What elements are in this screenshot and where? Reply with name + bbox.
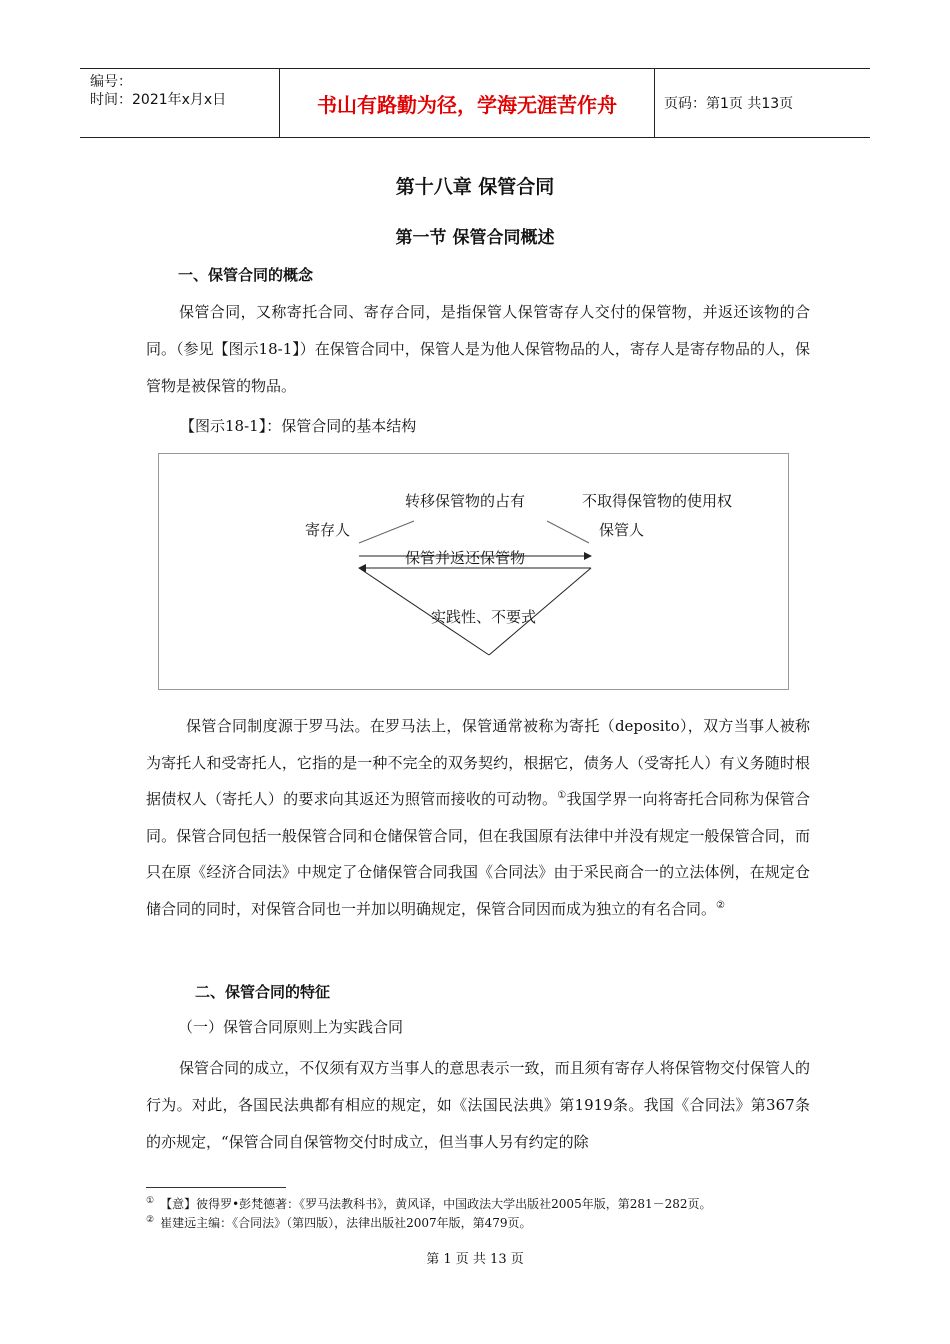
paragraph-origin — [146, 708, 810, 927]
section-title: 第一节 保管合同概述 — [395, 228, 555, 248]
subheading-practical-contract: （一）保管合同原则上为实践合同 — [178, 1018, 404, 1036]
footnote-divider — [146, 1187, 286, 1188]
header-meta — [80, 69, 280, 137]
footnote-1 — [146, 1193, 712, 1212]
diagram-label-depositor: 寄存人 — [305, 521, 351, 539]
diagram-label-return: 保管并返还保管物 — [405, 549, 526, 567]
page-footer: 第 1 页 共 13 页 — [426, 1252, 524, 1267]
paragraph-origin-cont: 我国学界一向将寄托合同称为保管合同。保管合同包括一般保管合同和仓储保管合同，但在我国原有法律中并没有规定一般保管合同，而只在原《经济合同法》中规定了仓储保管合同我国《合同法》由于采民商合一的立法体例，在规定仓储合同的同时，对保管合同也一并加以明确规定，保管合同因而成为独立的有名合同。 — [146, 790, 810, 918]
header-page-label: 页码：第1页 共13页 — [664, 96, 794, 112]
serial-label: 编号： — [90, 74, 132, 90]
document-header — [80, 68, 870, 138]
paragraph-formation: 保管合同的成立，不仅须有双方当事人的意思表示一致，而且须有寄存人将保管物交付保管人的行为。对此，各国民法典都有相应的规定，如《法国民法典》第1919条。我国《合同法》第367条的亦规定，“保管合同自保管物交付时成立，但当事人另有约定的除 — [146, 1059, 810, 1151]
diagram-label-transfer: 转移保管物的占有 — [405, 492, 526, 510]
paragraph-origin-text: 保管合同制度源于罗马法。在罗马法上，保管通常被称为寄托（deposito），双方当事人被称为寄托人和受寄托人，它指的是一种不完全的双务契约，根据它，债务人（受寄托人）有义务随时根据债权人（寄托人）的要求向其返还为照管而接收的可动物。 — [146, 717, 810, 808]
diagram-label-no-use: 不取得保管物的使用权 — [582, 492, 733, 510]
footnote-mark: ① — [146, 1196, 155, 1206]
chapter-title: 第十八章 保管合同 — [395, 176, 555, 198]
figure-caption: 【图示18-1】：保管合同的基本结构 — [180, 417, 417, 435]
footnote-ref-2[interactable]: ② — [716, 899, 725, 911]
contract-structure-diagram — [158, 453, 789, 690]
diagram-label-custodian: 保管人 — [599, 521, 645, 539]
heading-features: 二、保管合同的特征 — [195, 983, 331, 1001]
footnote-text: 【意】彼得罗•彭梵德著：《罗马法教科书》，黄风译，中国政法大学出版社2005年版，第281－282页。 — [160, 1197, 712, 1211]
heading-concept: 一、保管合同的概念 — [178, 266, 314, 284]
time-label: 时间：2021年x月x日 — [90, 92, 227, 108]
diagram-label-nature: 实践性、不要式 — [431, 608, 537, 626]
header-motto: 书山有路勤为径，学海无涯苦作舟 — [280, 69, 655, 137]
right-link-line — [547, 521, 589, 543]
footnote-2 — [146, 1212, 532, 1231]
footnote-ref-1[interactable]: ① — [557, 790, 567, 801]
paragraph-definition: 保管合同，又称寄托合同、寄存合同，是指保管人保管寄存人交付的保管物，并返还该物的合同。（参见【图示18-1】）在保管合同中，保管人是为他人保管物品的人，寄存人是寄存物品的人，保管物是被保管的物品。 — [146, 303, 810, 395]
footnote-text: 崔建远主编：《合同法》（第四版），法律出版社2007年版，第479页。 — [160, 1216, 532, 1230]
footnote-mark: ② — [146, 1215, 155, 1225]
left-link-line — [359, 521, 414, 543]
